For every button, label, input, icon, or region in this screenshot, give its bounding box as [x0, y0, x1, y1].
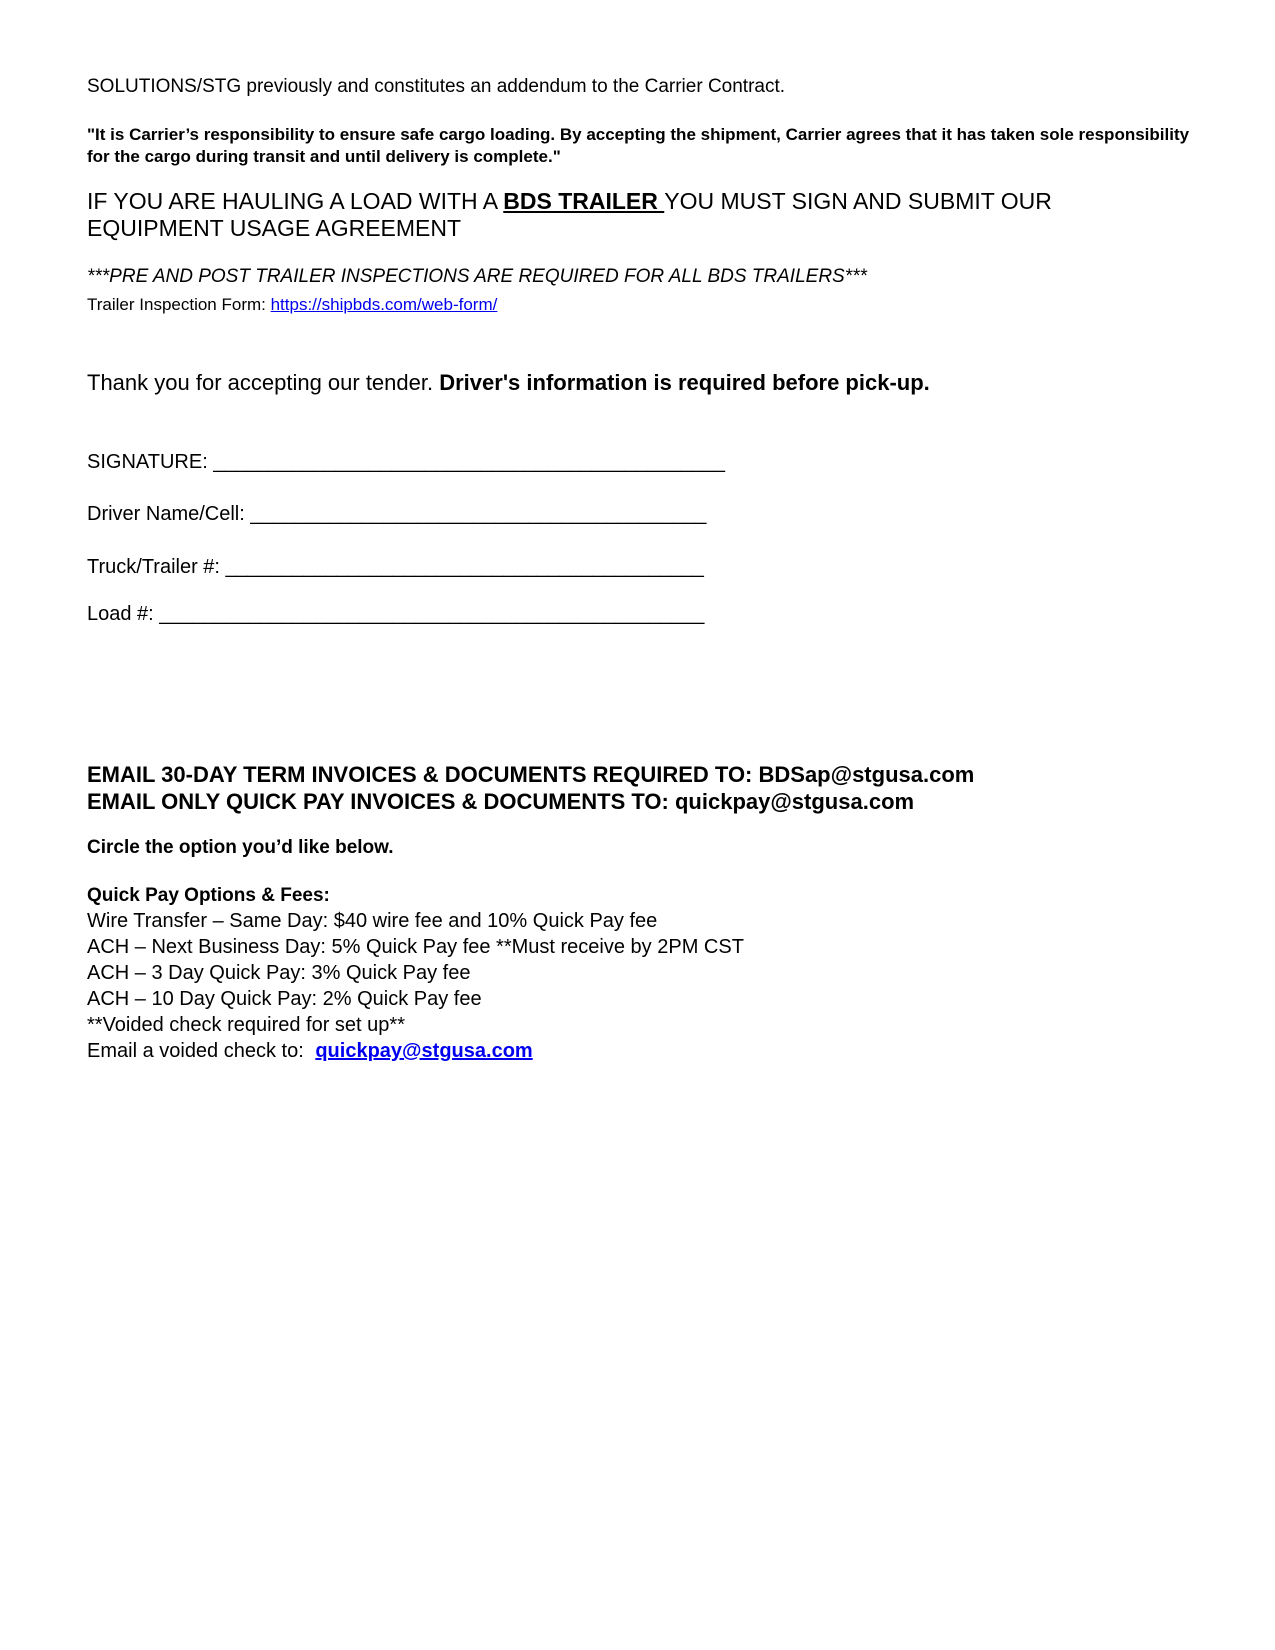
driver-info-required: Driver's information is required before pick-up.: [439, 370, 930, 395]
quick-pay-option: ACH – Next Business Day: 5% Quick Pay fee **Must receive by 2PM CST: [87, 936, 744, 958]
voided-check-line: [87, 1040, 533, 1063]
driver-name-cell-field: Driver Name/Cell: _________________________________________: [87, 503, 707, 525]
intro-text: SOLUTIONS/STG previously and constitutes an addendum to the Carrier Contract.: [87, 76, 786, 97]
email-term-invoices: EMAIL 30-DAY TERM INVOICES & DOCUMENTS REQUIRED TO: BDSap@stgusa.com: [87, 762, 975, 787]
responsibility-statement: "It is Carrier’s responsibility to ensure safe cargo loading. By accepting the shipment, Carrier agrees that it has taken sole responsibility for the cargo during transit and until delivery is complete.": [87, 125, 1190, 166]
thank-you-line: [87, 370, 930, 396]
load-number-field: Load #: _________________________________________________: [87, 603, 705, 625]
voided-check-label: Email a voided check to:: [87, 1040, 310, 1062]
inspection-notice: ***PRE AND POST TRAILER INSPECTIONS ARE REQUIRED FOR ALL BDS TRAILERS***: [87, 266, 867, 287]
quick-pay-option: ACH – 3 Day Quick Pay: 3% Quick Pay fee: [87, 962, 471, 984]
email-quick-pay-invoices: EMAIL ONLY QUICK PAY INVOICES & DOCUMENTS TO: quickpay@stgusa.com: [87, 789, 915, 814]
thank-you-text: Thank you for accepting our tender.: [87, 370, 440, 395]
hauling-notice: [87, 188, 1087, 242]
quick-pay-title: Quick Pay Options & Fees:: [87, 885, 330, 906]
hauling-notice-end: YOU MUST SIGN AND SUBMIT OUR EQUIPMENT USAGE AGREEMENT: [87, 188, 1052, 241]
quick-pay-option: ACH – 10 Day Quick Pay: 2% Quick Pay fee: [87, 988, 482, 1010]
quick-pay-option: Wire Transfer – Same Day: $40 wire fee and 10% Quick Pay fee: [87, 910, 658, 932]
bds-trailer-emphasis: BDS TRAILER: [503, 188, 665, 214]
inspection-form-label: Trailer Inspection Form:: [87, 295, 271, 314]
hauling-notice-start: IF YOU ARE HAULING A LOAD WITH A: [87, 188, 504, 214]
signature-field: SIGNATURE: ______________________________________________: [87, 451, 725, 473]
quickpay-email-link[interactable]: quickpay@stgusa.com: [315, 1040, 533, 1062]
circle-option-note: Circle the option you’d like below.: [87, 837, 394, 858]
truck-trailer-field: Truck/Trailer #: ___________________________________________: [87, 556, 704, 578]
inspection-form-link[interactable]: https://shipbds.com/web-form/: [270, 295, 498, 314]
inspection-form-line: [87, 295, 497, 315]
voided-check-note: **Voided check required for set up**: [87, 1014, 405, 1036]
